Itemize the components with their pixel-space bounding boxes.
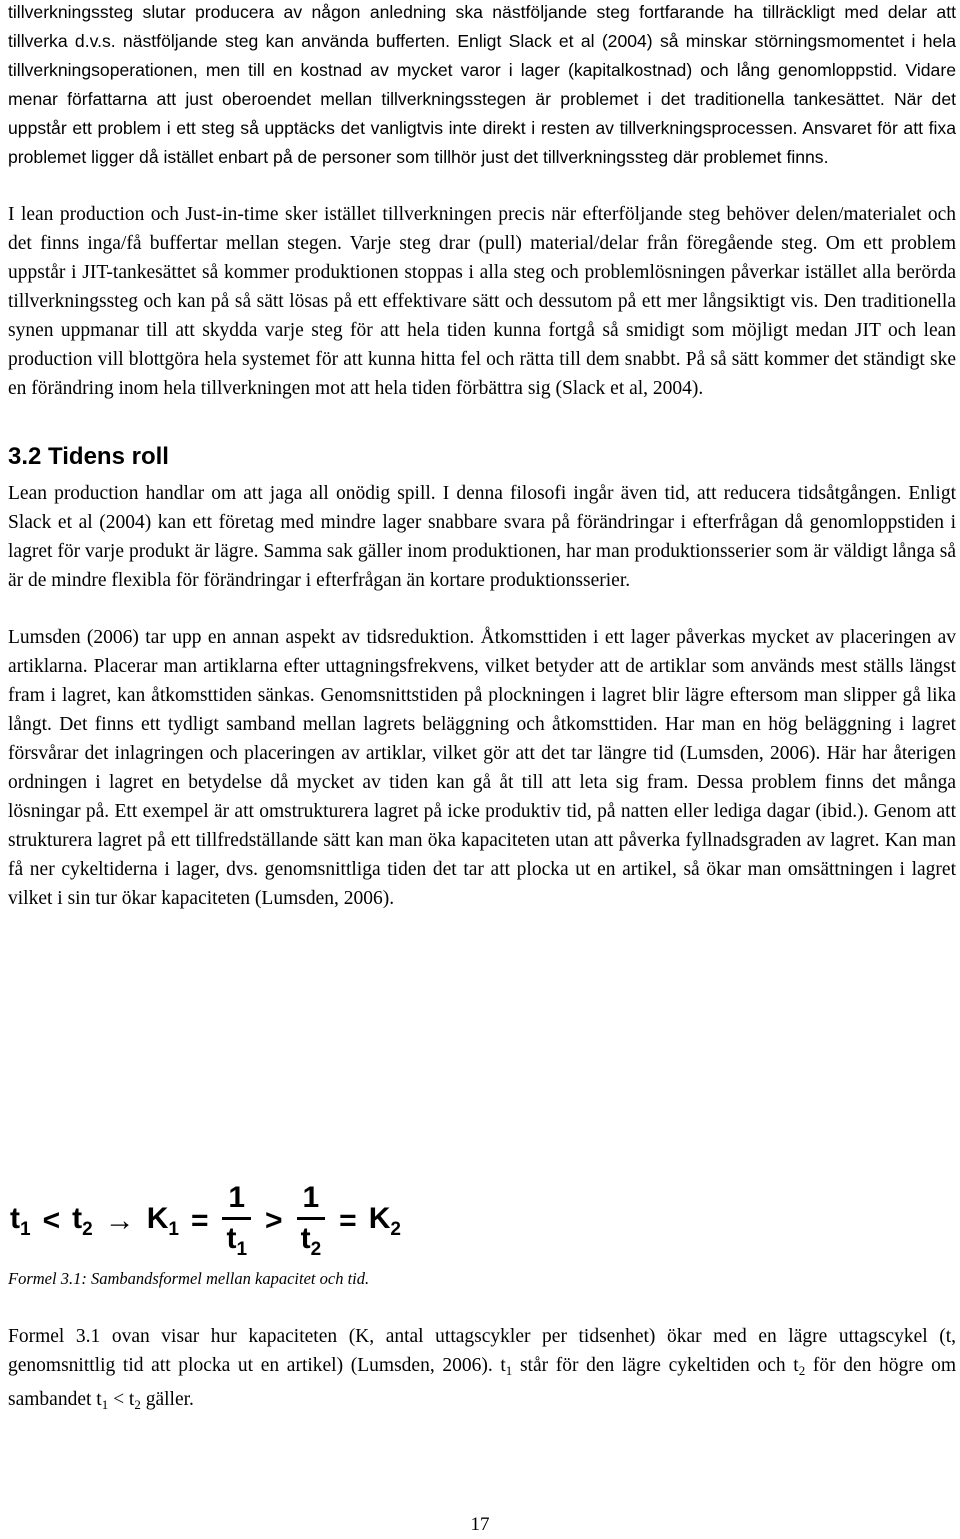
document-page	[8, 0, 956, 913]
formula-t1: $t_1$	[10, 1201, 31, 1240]
paragraph-lumsden: Lumsden (2006) tar upp en annan aspekt av tidsreduktion. Åtkomsttiden i ett lager påverkas mycket av placeringen av artiklarna. Placerar man artiklarna efter uttagningsfrekvens, vilket betyder att de artiklar som används mest ställs längst fram i lagret, kan åtkomsttiden sänkas. Genomsnittstiden på plockningen i lagret blir lägre eftersom man slipper gå lika långt. Det finns ett tydligt samband mellan lagrets beläggning och åtkomsttiden. Har man en hög beläggning i lagret försvårar det inlagringen och placeringen av artiklar, vilket gör att det tar längre tid (Lumsden, 2006). Här har återigen ordningen i lagret en betydelse då mycket av tiden kan gå åt till att leta sig fram. Dessa problem finns det många lösningar på. Ett exempel är att omstrukturera lagret på icke produktiv tid, på natten eller lediga dagar (ibid.). Genom att strukturera lagret på ett tillfredställande sätt kan man öka kapaciteten utan att påverka fyllnadsgraden av lagret. Kan man få ner cykeltiderna i lager, dvs. genomsnittliga tiden det tar att plocka ut en artikel, så ökar man omsättningen i lagret vilket i sin tur ökar kapaciteten (Lumsden, 2006).	[8, 627, 956, 909]
formula-image	[10, 1180, 570, 1262]
capacity-formula	[10, 1180, 570, 1262]
formula-greater-than: >	[265, 1204, 283, 1237]
section-heading: 3.2 Tidens roll	[8, 443, 169, 470]
formula-arrow: →	[104, 1204, 135, 1237]
formula-equals-2: =	[339, 1204, 357, 1237]
page-number: 17	[470, 1514, 490, 1535]
formula-fraction-2: $\frac{1}{t_2}$	[297, 1183, 326, 1259]
formula-fraction-1: $\frac{1}{t_1}$	[222, 1183, 251, 1259]
paragraph-formula-explanation: Formel 3.1 ovan visar hur kapaciteten (K, antal uttagscykler per tidsenhet) ökar med en lägre uttagscykel (t, genomsnittlig tid att plocka ut en artikel) (Lumsden, 2006). $t_1$ står för den lägre cykeltiden och $t_2$ för den högre om sambandet $t_1 < t_2$ gäller.	[8, 1326, 957, 1412]
formula-less-than: <	[42, 1204, 61, 1237]
paragraph-time-role: Lean production handlar om att jaga all onödig spill. I denna filosofi ingår även tid, att reducera tidsåtgången. Enligt Slack et al (2004) kan ett företag med mindre lager snabbare svara på förändringar i efterfrågan då genomloppstiden i lagret för varje produkt är lägre. Samma sak gäller inom produktionen, har man produktionsserier som är väldigt långa så är de mindre flexibla för förändringar i efterfrågan än kortare produktionsserier.	[8, 483, 956, 591]
closing-paragraph-wrap	[8, 1322, 956, 1419]
formula-caption: Formel 3.1: Sambandsformel mellan kapacitet och tid.	[8, 1269, 370, 1288]
formula-k2: $K_2$	[368, 1201, 401, 1240]
formula-k1: $K_1$	[146, 1201, 179, 1240]
paragraph-lean-jit: I lean production och Just-in-time sker istället tillverkningen precis när efterföljande steg behöver delen/materialet och det finns inga/få buffertar mellan stegen. Varje steg drar (pull) material/delar från föregående steg. Om ett problem uppstår i JIT-tankesättet så kommer produktionen stoppas i alla steg och problemlösningen påverkar istället alla berörda tillverkningssteg och kan på så sätt lösas på ett effektivare sätt och dessutom på ett mer långsiktigt vis. Den traditionella synen uppmanar till att skydda varje steg för att hela tiden kunna fortgå så smidigt som möjligt medan JIT och lean production vill blottgöra hela systemet för att kunna hitta fel och rätta till dem snabbt. På så sätt kommer det ständigt ske en förändring inom hela tillverkningen mot att hela tiden förbättra sig (Slack et al, 2004).	[8, 204, 956, 399]
formula-equals-1: =	[190, 1204, 209, 1237]
formula-t2: $t_2$	[72, 1201, 93, 1240]
paragraph-intro: tillverkningssteg slutar producera av någon anledning ska nästföljande steg fortfarande ha tillräckligt med delar att tillverka d.v.s. nästföljande steg kan använda bufferten. Enligt Slack et al (2004) så minskar störningsmomentet i hela tillverkningsoperationen, men till en kostnad av mycket varor i lager (kapitalkostnad) och lång genomloppstid. Vidare menar författarna att just oberoendet mellan tillverkningsstegen är problemet i det traditionella tankesättet. När det uppstår ett problem i ett steg så upptäcks det vanligtvis inte direkt i resten av tillverkningsprocessen. Ansvaret för att fixa problemet ligger då istället enbart på de personer som tillhör just det tillverkningssteg där problemet finns.	[8, 2, 956, 167]
